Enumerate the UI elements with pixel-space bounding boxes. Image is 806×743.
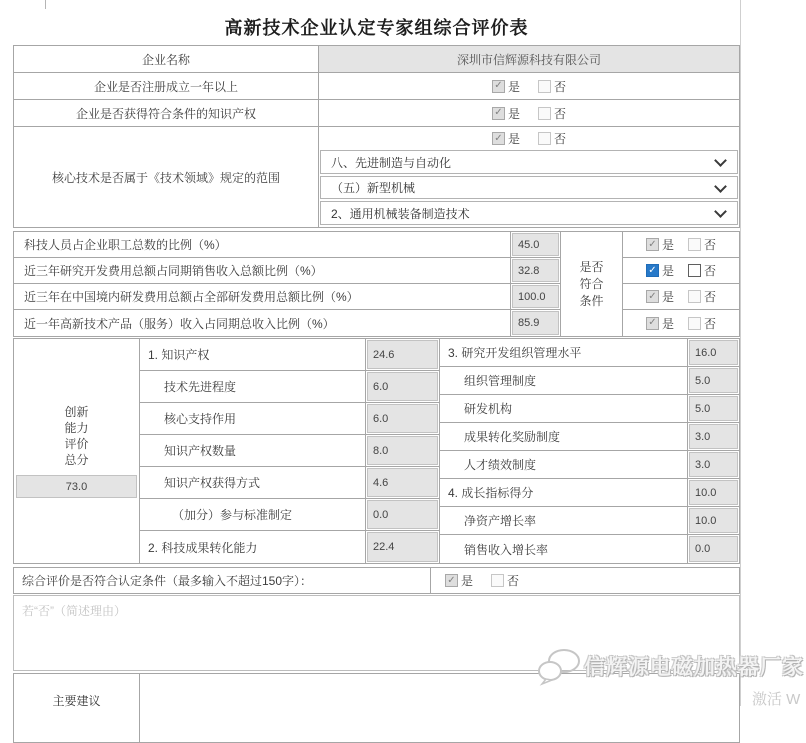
no-checkbox[interactable] (688, 264, 701, 277)
ratio-choices (623, 232, 739, 258)
core-tech-row (14, 127, 739, 227)
brand-watermark-text: 信辉源电磁加热器厂家 (584, 656, 804, 679)
tech-field-level1-value: 八、先进制造与自动化 (331, 155, 452, 170)
tech-field-level2-value: （五）新型机械 (331, 181, 416, 196)
score-value-field: 5.0 (689, 368, 738, 393)
score-value-field: 6.0 (367, 372, 438, 401)
score-value-field: 0.0 (689, 536, 738, 562)
total-score-label-line: 总分 (64, 453, 89, 467)
suggestion-label: 主要建议 (14, 674, 140, 742)
tech-field-select-level1[interactable] (320, 150, 738, 174)
ratio-value-field: 85.9 (512, 311, 559, 335)
qualified-ip-row (14, 100, 739, 127)
no-checkbox (491, 574, 504, 587)
ratio-label: 近三年研究开发费用总额占同期销售收入总额比例（%） (14, 258, 510, 284)
yes-checkbox (445, 574, 458, 587)
score-label: 1. 知识产权 (148, 348, 210, 362)
no-label: 否 (554, 132, 567, 147)
score-value-field: 22.4 (367, 532, 438, 562)
score-label: 人才绩效制度 (464, 458, 537, 472)
score-label: 净资产增长率 (464, 514, 537, 528)
yes-label: 是 (661, 264, 674, 278)
conclusion-choices (431, 568, 739, 593)
ratio-choices (623, 258, 739, 284)
score-label: 成果转化奖励制度 (464, 430, 561, 444)
score-label: 组织管理制度 (464, 374, 537, 388)
score-right-column (440, 339, 739, 563)
tech-field-select-level3[interactable] (320, 201, 738, 225)
yes-checkbox (646, 290, 659, 303)
yes-label: 是 (507, 132, 520, 147)
registered-one-year-row (14, 73, 739, 100)
activate-watermark-text: 激活 W (752, 691, 801, 708)
registered-one-year-choices (319, 73, 739, 99)
no-checkbox (538, 80, 551, 93)
conclusion-label: 综合评价是否符合认定条件（最多输入不超过150字）： (14, 568, 431, 593)
core-tech-label: 核心技术是否属于《技术领域》规定的范围 (14, 127, 319, 227)
total-score-cell (14, 339, 140, 563)
brand-watermark-logo-icon (536, 646, 584, 686)
yes-checkbox (492, 80, 505, 93)
score-value-field: 10.0 (689, 480, 738, 505)
ratio-checkbox-column (623, 232, 739, 336)
score-value-field: 5.0 (689, 396, 738, 421)
ratio-value-field: 100.0 (512, 285, 559, 308)
score-label: 知识产权数量 (164, 444, 237, 458)
company-name-label: 企业名称 (14, 46, 319, 72)
yes-checkbox (646, 317, 659, 330)
score-value-field: 4.6 (367, 468, 438, 497)
no-label: 否 (704, 264, 717, 278)
basic-info-table (13, 45, 740, 228)
ratio-choices (623, 310, 739, 336)
brand-watermark (536, 646, 804, 686)
score-left-column (140, 339, 440, 563)
tech-field-level3-value: 2、通用机械装备制造技术 (331, 206, 470, 221)
registered-one-year-label: 企业是否注册成立一年以上 (14, 73, 319, 99)
page-title: 高新技术企业认定专家组综合评价表 (224, 18, 529, 38)
no-label: 否 (704, 290, 717, 304)
yes-label: 是 (661, 290, 674, 304)
ratio-table (13, 231, 740, 337)
no-label: 否 (554, 79, 567, 94)
ratio-label: 近三年在中国境内研发费用总额占全部研发费用总额比例（%） (14, 284, 510, 310)
yes-checkbox (492, 107, 505, 120)
total-score-label-line: 创新 (64, 405, 89, 419)
qualified-ip-choices (319, 100, 739, 126)
no-label: 否 (704, 238, 717, 252)
chevron-down-icon (714, 154, 727, 167)
score-value-field: 24.6 (367, 340, 438, 369)
score-value-field: 3.0 (689, 452, 738, 477)
score-label: （加分）参与标准制定 (172, 508, 293, 522)
score-table (13, 338, 740, 564)
no-label: 否 (704, 316, 717, 331)
yes-label: 是 (661, 238, 674, 252)
yes-label: 是 (661, 316, 674, 331)
ratio-label: 近一年高新技术产品（服务）收入占同期总收入比例（%） (24, 316, 335, 331)
yes-checkbox[interactable] (646, 264, 659, 277)
score-label: 技术先进程度 (164, 380, 237, 394)
evaluation-form (13, 0, 740, 743)
score-label: 2. 科技成果转化能力 (148, 540, 258, 555)
ratio-value-column (511, 232, 561, 336)
score-label: 核心支持作用 (164, 412, 237, 426)
score-value-field: 10.0 (689, 508, 738, 533)
score-value-field: 0.0 (367, 500, 438, 529)
total-score-value: 73.0 (16, 475, 137, 498)
no-label: 否 (507, 574, 520, 588)
no-checkbox (538, 107, 551, 120)
score-value-field: 8.0 (367, 436, 438, 465)
score-label: 知识产权获得方式 (164, 476, 261, 490)
no-checkbox (688, 238, 701, 251)
yes-label: 是 (507, 79, 520, 94)
ratio-value-field: 45.0 (512, 233, 559, 256)
total-score-label-line: 能力 (64, 421, 89, 435)
score-label: 研发机构 (464, 402, 513, 416)
company-name-row (14, 46, 739, 73)
score-label: 4. 成长指标得分 (448, 486, 534, 500)
no-label: 否 (554, 106, 567, 121)
score-value-field: 6.0 (367, 404, 438, 433)
yes-label: 是 (461, 574, 474, 588)
condition-label-line: 是否 (579, 259, 604, 274)
no-checkbox (688, 290, 701, 303)
yes-label: 是 (507, 106, 520, 121)
yes-checkbox (492, 132, 505, 145)
condition-label-line: 符合 (579, 276, 604, 291)
company-name-value: 深圳市信辉源科技有限公司 (319, 46, 739, 72)
ratio-label-column (14, 232, 511, 336)
no-checkbox (538, 132, 551, 145)
yes-checkbox (646, 238, 659, 251)
condition-label-line: 条件 (579, 293, 604, 308)
tech-field-select-level2[interactable] (320, 176, 738, 200)
conclusion-row (13, 567, 740, 594)
score-label: 销售收入增长率 (464, 542, 549, 557)
qualified-ip-label: 企业是否获得符合条件的知识产权 (14, 100, 319, 126)
no-checkbox (688, 317, 701, 330)
core-tech-choices (319, 127, 739, 227)
condition-merged-cell (561, 232, 623, 336)
score-label: 3. 研究开发组织管理水平 (448, 346, 582, 360)
ratio-choices (623, 284, 739, 310)
score-value-field: 16.0 (689, 340, 738, 365)
total-score-label-line: 评价 (64, 437, 89, 451)
page-edge-line (740, 0, 741, 706)
score-value-field: 3.0 (689, 424, 738, 449)
chevron-down-icon (714, 205, 727, 218)
ratio-value-field: 32.8 (512, 259, 559, 282)
chevron-down-icon (714, 180, 727, 193)
ratio-label: 科技人员占企业职工总数的比例（%） (14, 232, 510, 258)
